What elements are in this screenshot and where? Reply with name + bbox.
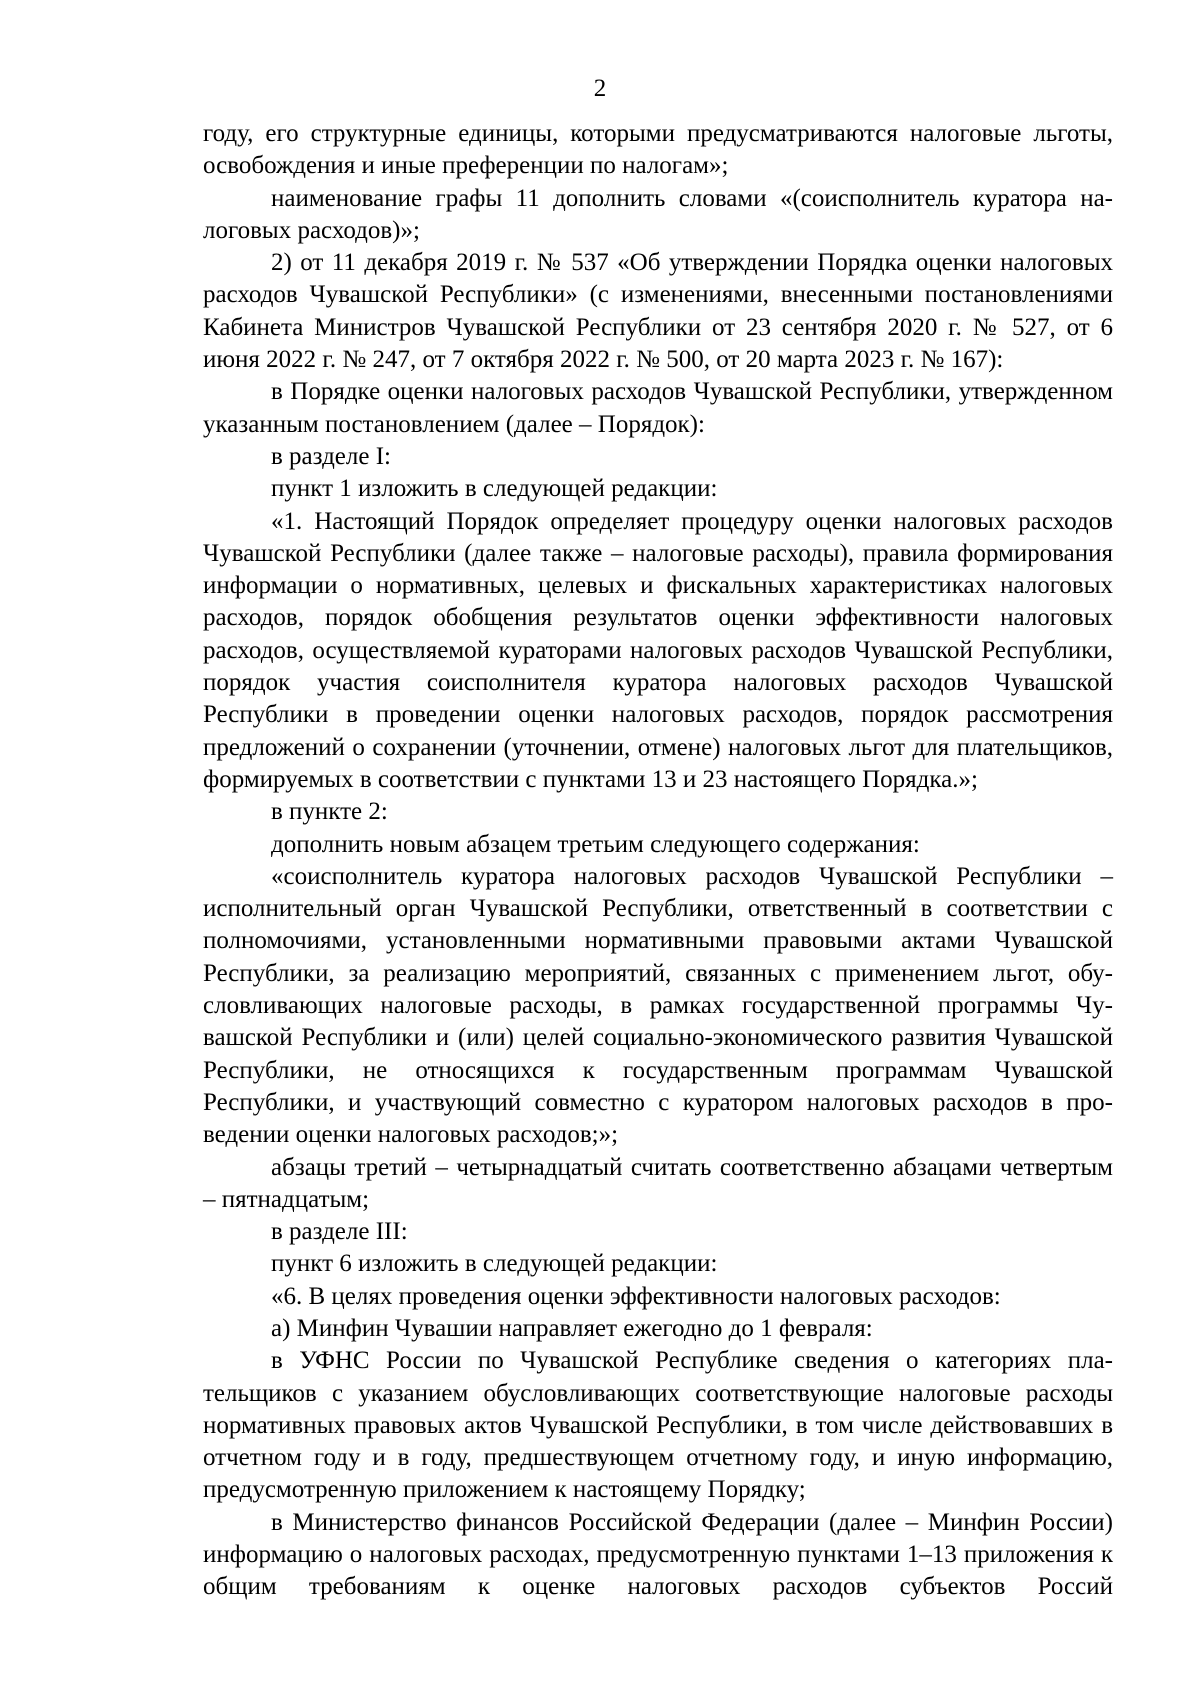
paragraph-3: 2) от 11 декабря 2019 г. № 537 «Об утверждении Порядка оценки налоговых расходов Чувашской Республики» (с изменениями, внесенными постановлениями Кабинета Министров Чувашской Республики от 23 сентября 2020 г. № 527, от 6 июня 2022 г. № 247, от 7 октября 2022 г. № 500, от 20 марта 2023 г. № 167): [203,249,1113,374]
paragraph-2: наименование графы 11 дополнить словами «(соисполнитель куратора налоговых расходов)»; [203,184,1113,244]
paragraph-13: пункт 6 изложить в следующей редакции: [271,1250,718,1278]
paragraph-4: в Порядке оценки налоговых расходов Чувашской Республики, утвержденном указанным постановлением (далее – Порядок): [203,378,1113,438]
paragraph-9: дополнить новым абзацем третьим следующего содержания: [271,830,920,858]
paragraph-1: году, его структурные единицы, которыми предусматриваются налоговые льготы, освобождения и иные преференции по налогам»; [203,120,1113,180]
paragraph-5: в разделе I: [271,442,391,470]
paragraph-17: в Министерство финансов Российской Федерации (далее – Минфин России) информацию о налоговых расходах, предусмотренную пунктами 1–13 приложения к общим требованиям к оценке налоговых расходов субъектов Россий [203,1508,1113,1601]
document-body [203,118,1113,1604]
paragraph-8: в пункте 2: [271,798,388,826]
paragraph-16: в УФНС России по Чувашской Республике сведения о категориях плательщиков с указанием обусловливающих соответствующие налоговые расходы нормативных правовых актов Чувашской Республики, в том числе действовавших в отчетном году и в году, предшествующем отчетному году, и иную информацию, предусмотренную приложением к настоящему Порядку; [203,1347,1113,1504]
paragraph-14: «6. В целях проведения оценки эффективности налоговых расходов: [271,1282,1001,1310]
paragraph-15: а) Минфин Чувашии направляет ежегодно до 1 февраля: [271,1314,873,1342]
paragraph-7: «1. Настоящий Порядок определяет процедуру оценки налоговых расходов Чувашской Республики (далее также – налоговые расходы), правила формирования информации о нормативных, целевых и фискальных характеристиках налоговых расходов, порядок обобщения результатов оценки эффективности налоговых расходов, осуществляемой кураторами налоговых расходов Чувашской Республики, порядок участия соисполнителя куратора налоговых расходов Чувашской Республики в проведении оценки налоговых расходов, порядок рассмотрения предложений о сохранении (уточнении, отмене) налоговых льгот для плательщиков, формируемых в соответствии с пунктами 13 и 23 настоящего Порядка.»; [203,507,1113,793]
page-number: 2 [593,75,607,102]
paragraph-11: абзацы третий – четырнадцатый считать соответственно абзацами четвертым – пятнадцатым; [203,1153,1113,1213]
paragraph-12: в разделе III: [271,1218,408,1246]
paragraph-6: пункт 1 изложить в следующей редакции: [271,475,718,503]
paragraph-10: «соисполнитель куратора налоговых расходов Чувашской Республики – исполнительный орган Чувашской Республики, ответственный в соответствии с полномочиями, установленными нормативными правовыми актами Чувашской Республики, за реализацию мероприятий, связанных с применением льгот, обусловливающих налоговые расходы, в рамках государственной программы Чувашской Республики и (или) целей социально-экономического развития Чувашской Республики, не относящихся к государственным программам Чувашской Республики, и участвующий совместно с куратором налоговых расходов в проведении оценки налоговых расходов;»; [203,862,1113,1149]
